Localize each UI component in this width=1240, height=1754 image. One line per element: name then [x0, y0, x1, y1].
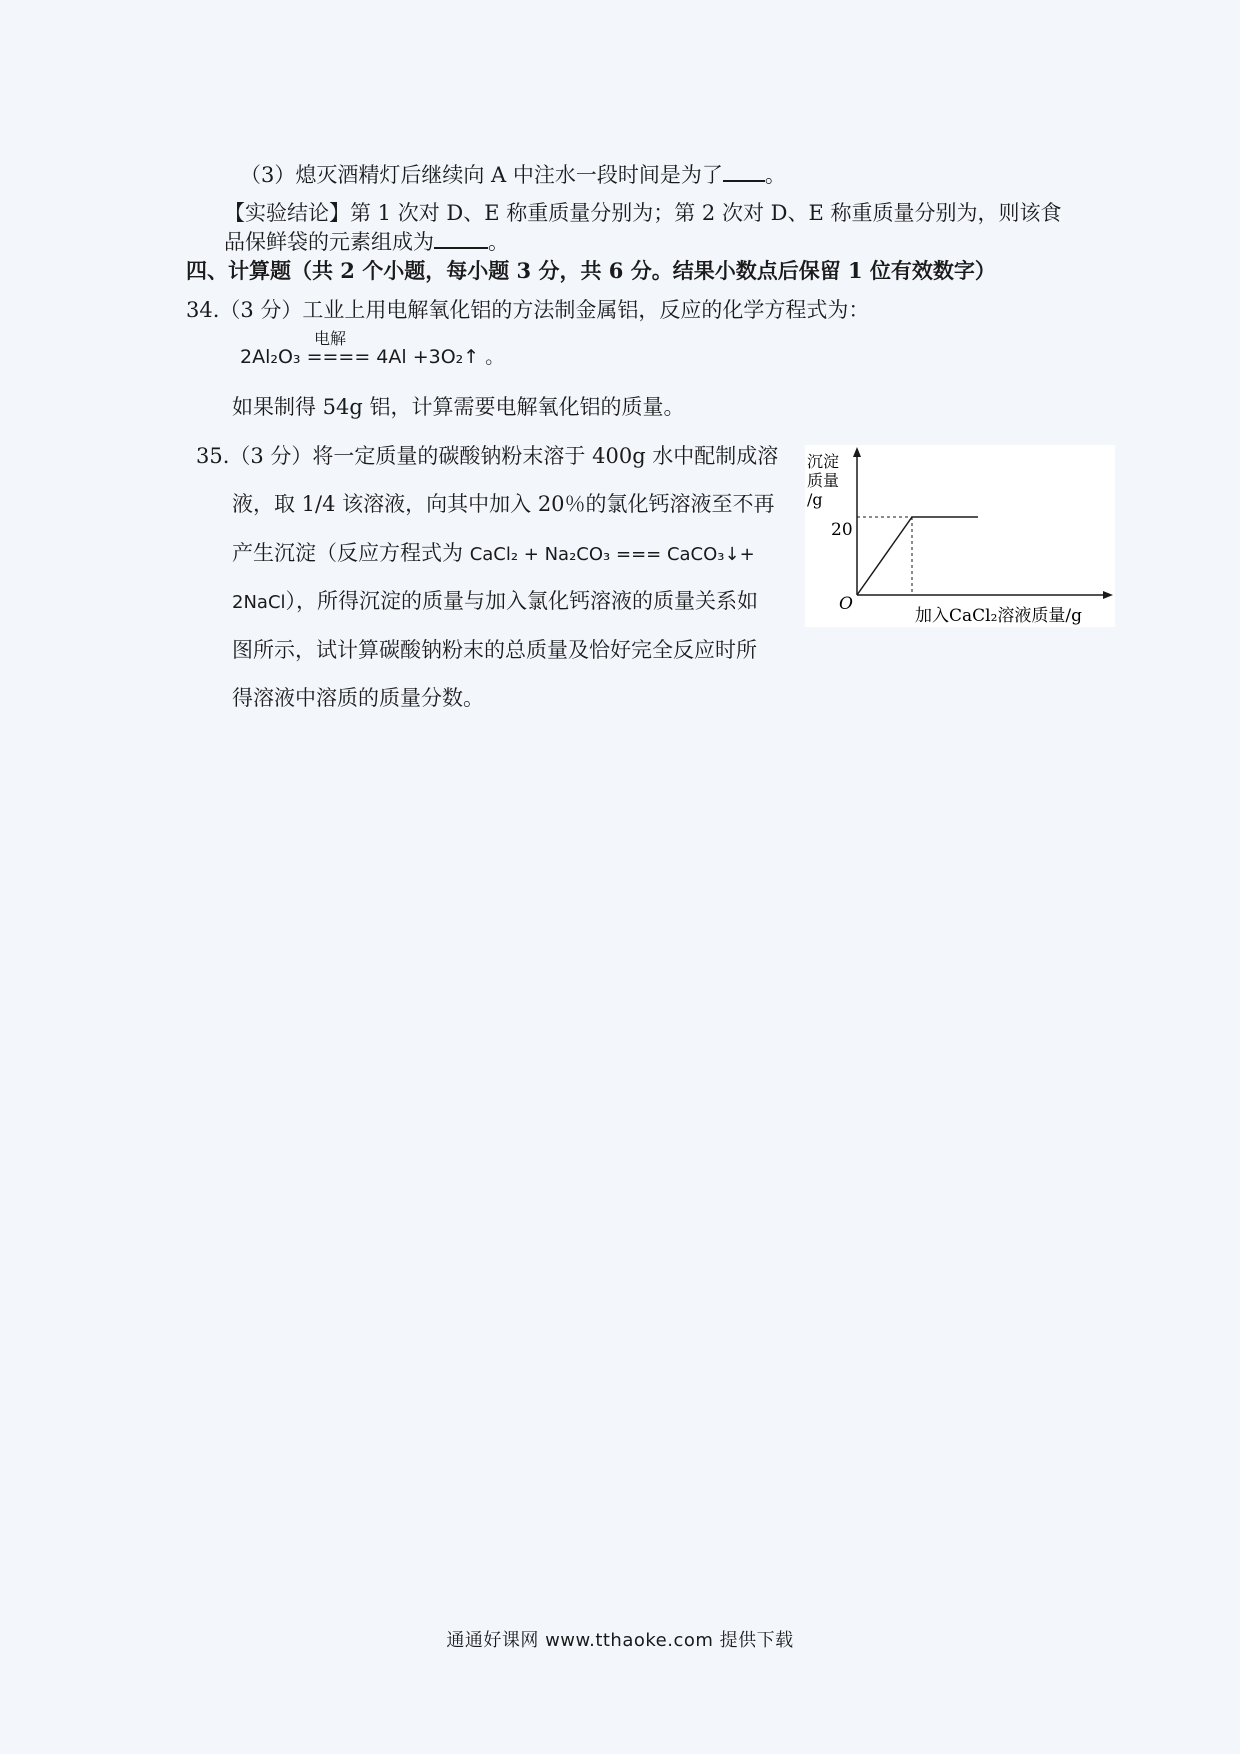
equation-text: 2Al₂O₃ ==== 4Al +3O₂↑ 。	[240, 346, 505, 368]
equation-condition: 电解	[314, 329, 347, 348]
x-axis-label: 加入CaCl₂溶液质量/g	[915, 606, 1083, 626]
q33-conclusion-line1: 【实验结论】第 1 次对 D、E 称重质量分别为；第 2 次对 D、E 称重质量分别为，则该食	[224, 201, 1062, 225]
q35-line4	[232, 587, 792, 617]
y-axis-label-line2: 质量	[807, 471, 840, 490]
q33-part3	[240, 160, 786, 189]
series-line	[857, 517, 978, 595]
q35-reaction-equation: CaCl₂ + Na₂CO₃ === CaCO₃↓+	[469, 544, 755, 565]
chart-svg	[805, 445, 1115, 627]
q35-product: 2NaCl	[232, 592, 286, 613]
y-axis-label-line3: /g	[807, 490, 823, 509]
q34-intro: 34.（3 分）工业上用电解氧化铝的方法制金属铝，反应的化学方程式为：	[186, 298, 870, 322]
y-tick-label: 20	[831, 520, 853, 540]
q33-conclusion-text: 品保鲜袋的元素组成为	[224, 230, 434, 254]
q35-line4-text: ），所得沉淀的质量与加入氯化钙溶液的质量关系如	[285, 589, 759, 613]
answer-blank[interactable]	[434, 227, 488, 249]
origin-label: O	[839, 594, 853, 614]
answer-blank[interactable]	[723, 160, 765, 182]
q35-line6: 得溶液中溶质的质量分数。	[232, 686, 484, 710]
q33-part3-end: 。	[764, 163, 786, 187]
q33-conclusion-line2	[224, 227, 509, 256]
q35-line5: 图所示，试计算碳酸钠粉末的总质量及恰好完全反应时所	[232, 638, 757, 662]
q33-conclusion-end: 。	[488, 230, 509, 254]
x-axis-arrow-icon	[1103, 591, 1113, 599]
q35-line2: 液，取 1/4 该溶液，向其中加入 20％的氯化钙溶液至不再	[232, 492, 775, 516]
chart-marks	[857, 517, 978, 595]
q34-question: 如果制得 54g 铝，计算需要电解氧化铝的质量。	[232, 395, 685, 419]
section-heading: 四、计算题（共 2 个小题，每小题 3 分，共 6 分。结果小数点后保留 1 位有效数字）	[186, 258, 996, 283]
q34-equation	[240, 329, 505, 370]
y-axis-arrow-icon	[853, 447, 861, 457]
precipitate-chart	[805, 445, 1115, 627]
q35-line3-text: 产生沉淀（反应方程式为	[232, 541, 470, 565]
q33-part3-text: （3）熄灭酒精灯后继续向 A 中注水一段时间是为了	[240, 163, 723, 187]
q35-line3	[232, 539, 792, 569]
y-axis-label-line1: 沉淀	[807, 452, 840, 471]
footer: 通通好课网 www.tthaoke.com 提供下载	[446, 1630, 794, 1651]
q35-line1: 35.（3 分）将一定质量的碳酸钠粉末溶于 400g 水中配制成溶	[196, 444, 779, 468]
